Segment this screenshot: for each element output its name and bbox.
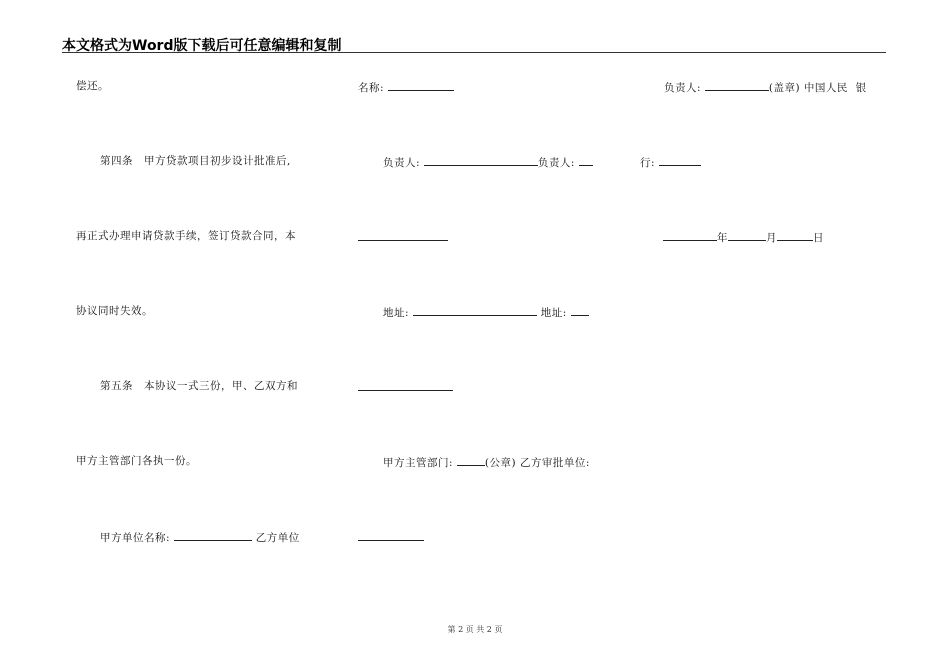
blank-line bbox=[358, 530, 424, 541]
date-field bbox=[663, 230, 824, 245]
address-blank-2 bbox=[571, 305, 589, 316]
dept-blank bbox=[457, 455, 485, 466]
name-blank bbox=[388, 80, 454, 91]
year-label: 年 bbox=[717, 232, 728, 244]
responsible-blank-2 bbox=[579, 155, 593, 166]
text-copies: 甲方主管部门各执一份。 bbox=[76, 455, 197, 467]
seal-label: (公章) bbox=[484, 457, 517, 469]
responsible-blank-right bbox=[705, 80, 769, 91]
blank-line bbox=[358, 380, 453, 391]
responsible-label-2: 负责人: bbox=[537, 157, 575, 169]
address-label-2: 地址: bbox=[540, 307, 567, 319]
responsible-field-middle bbox=[383, 155, 593, 170]
text-repay: 偿还。 bbox=[76, 80, 109, 92]
month-blank bbox=[728, 230, 766, 241]
middle-blank-row7 bbox=[358, 530, 424, 545]
address-field bbox=[383, 305, 589, 320]
party-b-unit-label: 乙方单位 bbox=[255, 532, 300, 544]
text-article-4: 第四条 甲方贷款项目初步设计批准后, bbox=[100, 155, 291, 167]
responsible-label-right: 负责人: bbox=[664, 82, 702, 94]
dept-field bbox=[383, 455, 590, 470]
responsible-field-right bbox=[664, 80, 867, 95]
responsible-label-1: 负责人: bbox=[383, 157, 421, 169]
text-effective: 协议同时失效。 bbox=[76, 305, 153, 317]
text-article-5: 第五条 本协议一式三份，甲、乙双方和 bbox=[100, 380, 298, 392]
address-blank-1 bbox=[413, 305, 537, 316]
middle-blank-row3 bbox=[358, 230, 448, 245]
dept-label: 甲方主管部门: bbox=[383, 457, 454, 469]
bank-char: 银 bbox=[855, 82, 867, 94]
name-field bbox=[358, 80, 454, 95]
branch-blank bbox=[659, 155, 701, 166]
day-blank bbox=[777, 230, 813, 241]
responsible-blank-1 bbox=[424, 155, 538, 166]
year-blank bbox=[663, 230, 717, 241]
party-a-name-blank bbox=[174, 530, 252, 541]
approver-label: 乙方审批单位: bbox=[519, 457, 590, 469]
page-footer: 第 2 页 共 2 页 bbox=[447, 625, 503, 634]
text-article-4-cont: 再正式办理申请贷款手续，签订贷款合同，本 bbox=[76, 230, 296, 242]
seal-bank-label: (盖章) 中国人民 bbox=[768, 82, 848, 94]
branch-label: 行: bbox=[640, 157, 656, 169]
name-label: 名称: bbox=[358, 82, 385, 94]
document-header-title: 本文格式为Word版下载后可任意编辑和复制 bbox=[62, 38, 342, 54]
header-divider bbox=[62, 52, 886, 53]
address-label-1: 地址: bbox=[383, 307, 410, 319]
party-a-name-label: 甲方单位名称: bbox=[100, 532, 171, 544]
middle-blank-row5 bbox=[358, 380, 453, 395]
text-party-a-name bbox=[100, 530, 300, 545]
day-label: 日 bbox=[813, 232, 824, 244]
bank-branch-field bbox=[640, 155, 701, 170]
month-label: 月 bbox=[766, 232, 777, 244]
blank-line bbox=[358, 230, 448, 241]
